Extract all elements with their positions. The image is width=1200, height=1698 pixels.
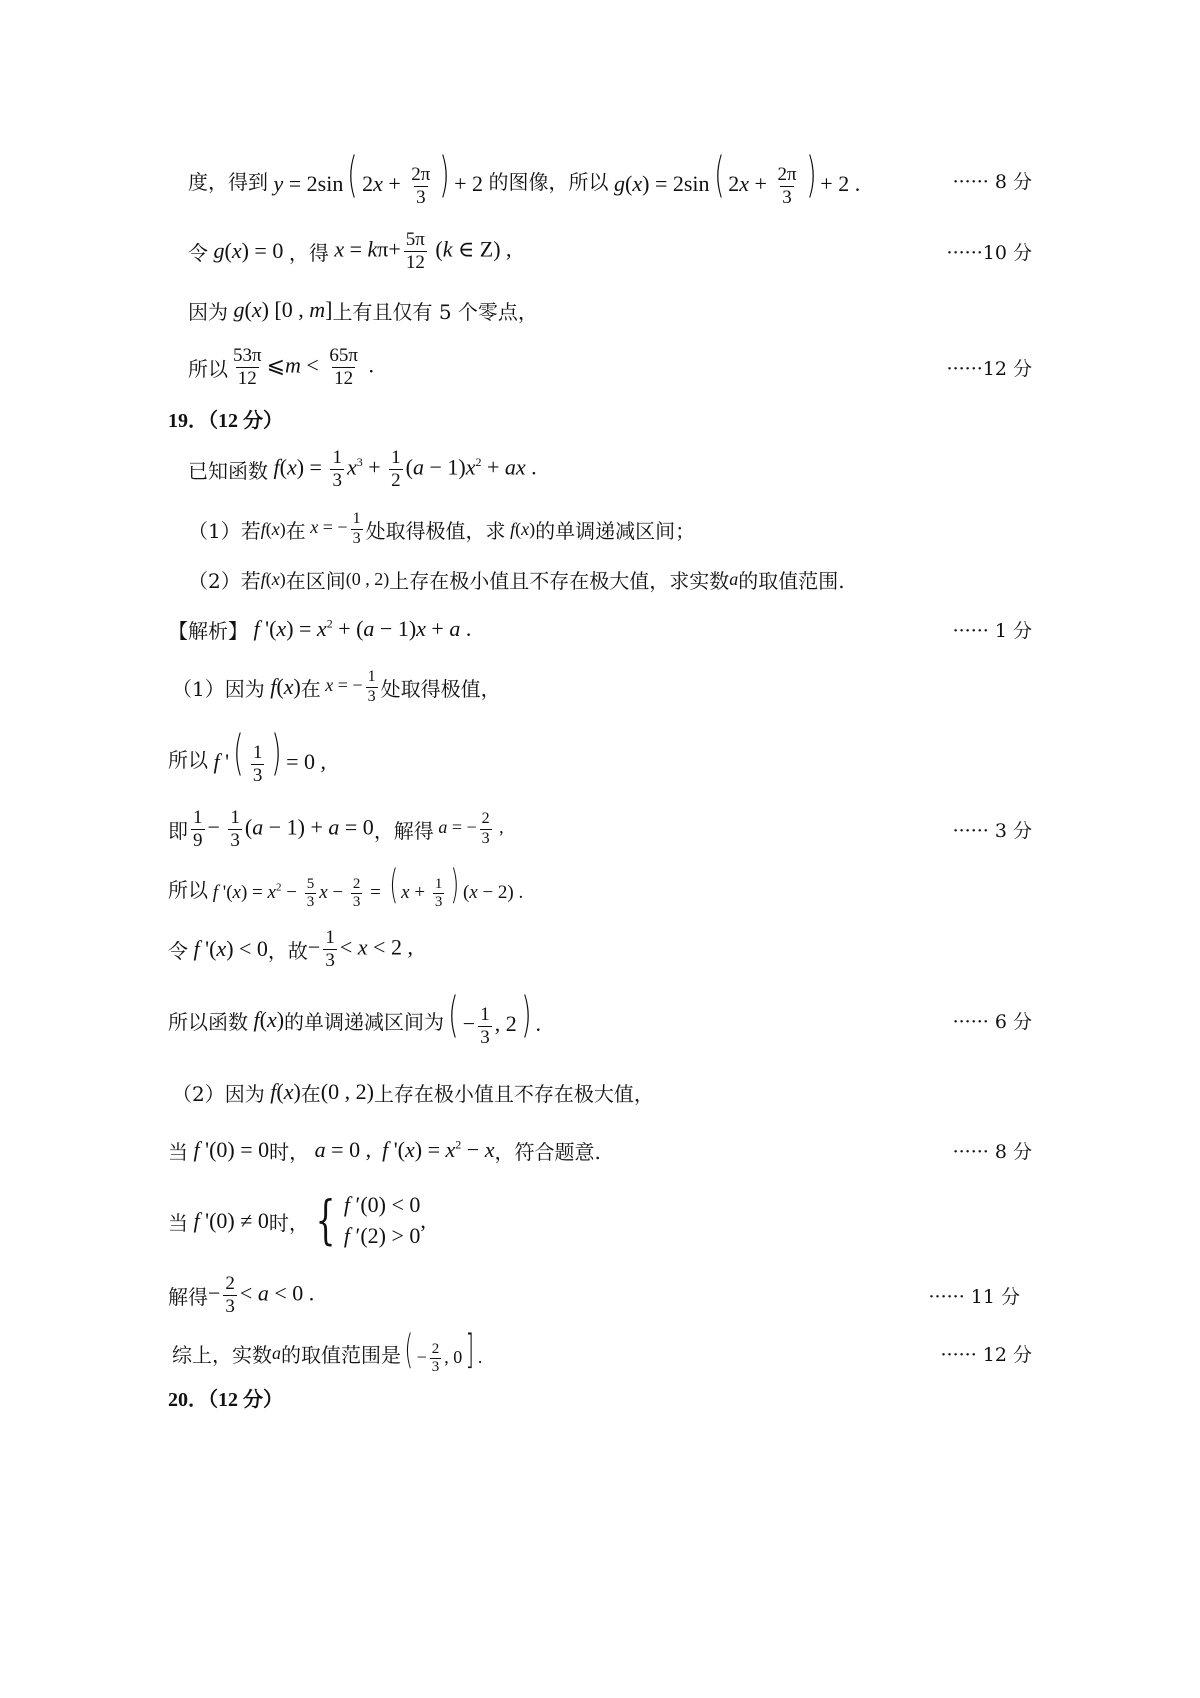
question-number: 19．（12 分） [168,409,283,432]
text: 解得 [168,1284,208,1309]
solution-step [0,1268,1200,1322]
text: 当 [168,1139,188,1164]
formula: x = − $\frac{1}{3}$ [325,668,376,705]
question-number: 20．（12 分） [168,1388,283,1411]
text: 的取值范围是 [281,1342,401,1367]
formula: $\frac{53\pi}{12}$ ⩽m < $\frac{65\pi}{12}$ . [233,344,374,389]
formula: f '$(x) = x^2$ − $\frac{5}{3}$ x − $\frac{2}{3}$ = ( x + $\frac{1}{3}$ ) (x − 2) . [212,861,524,910]
text: （2）若 [188,568,261,593]
formula: f '( $\frac{1}{3}$ ) = 0 , [213,725,326,786]
text: 上有且仅有 5 个零点， [332,299,538,324]
formula: a [729,568,739,589]
text: 所以 [188,356,228,381]
text: 在 [285,518,306,543]
solution-line-4 [0,340,1200,394]
solution-derivative [0,612,1200,646]
formula: f(x) [260,568,286,589]
text: 在 [300,1081,321,1106]
text: ，符合题意. [494,1139,601,1164]
text: 所以 [168,877,208,902]
score-label: ······ 8 分 [952,1140,1032,1163]
question-19-heading [0,404,1200,432]
text: 即 [168,818,188,843]
solution-step [0,1132,1200,1168]
text: 时， [268,1210,309,1235]
formula: f '(0) = 0 [193,1137,270,1162]
score-label: ······ 8 分 [952,170,1032,193]
text: 的取值范围. [738,568,845,593]
text: 上存在极小值且不存在极大值， [373,1081,654,1106]
formula: f '(x) < 0 [193,936,268,961]
formula: g(x) = 0 [213,238,289,263]
text: ，故 [267,938,308,963]
text: 已知函数 [188,458,268,483]
formula: f '(0) ≠ 0 [193,1208,269,1233]
text: 处取得极值， [380,676,501,701]
score-label: ······ 3 分 [952,819,1032,842]
question-19-stem [0,442,1200,496]
formula: − $\frac{1}{3}$ < x < 2 , [307,926,413,971]
text: 令 [188,240,208,265]
text: 上存在极小值且不存在极大值，求实数 [389,568,730,593]
text: （1）因为 [172,676,265,701]
solution-step [0,987,1200,1050]
formula: a = 0 , f '$(x) = x^2 - x$ [314,1137,495,1162]
inequality-system: f ′(0) < 0 f ′(2) > 0 [343,1192,421,1248]
score-label: ······ 6 分 [952,1010,1032,1033]
solution-step [0,802,1200,856]
formula: f '$(x) = x^2 + (a - 1)x + a$ . [253,616,472,641]
text: 当 [168,1210,188,1235]
solution-step [0,1188,1200,1254]
text: 的单调递减区间； [535,518,696,543]
text: 因为 [188,299,228,324]
text: 在 [300,676,321,701]
comma: , [420,1208,426,1233]
formula: (0 , 2) [345,568,390,589]
text: 的单调递减区间为 [284,1009,445,1034]
formula: (0 , 2) [320,1079,374,1104]
formula: − $\frac{2}{3}$ < a < 0 . [208,1272,315,1317]
text: 度，得到 [188,169,268,194]
formula: g(x) [0 , m] [233,297,333,322]
text: 所以 [168,747,208,772]
formula: f(x) [253,1007,285,1032]
solution-step [0,862,1200,914]
text: 综上，实数 [172,1342,272,1367]
solution-step [0,662,1200,712]
solution-label: 【解析】 [168,618,248,643]
score-label: ······10 分 [946,241,1032,264]
formula: g(x) = 2sin( 2x + $\frac{2\pi}{3}$ ) + 2 . [614,147,861,208]
solution-step [0,1074,1200,1110]
solution-line-1 [0,147,1200,210]
text: 在区间 [285,568,346,593]
solution-conclusion [0,1326,1200,1376]
formula: $\frac{1}{9}$ − $\frac{1}{3}$ (a − 1) + a = 0 [193,806,374,851]
text: 所以函数 [168,1009,248,1034]
formula: y = 2sin( 2x + $\frac{2\pi}{3}$ ) + 2 [273,147,489,208]
formula: ( − $\frac{2}{3}$ , 0] . [404,1326,483,1376]
solution-line-3 [0,292,1200,328]
formula: f(x) [260,518,286,539]
text: ，得 [288,240,329,265]
text: 的图像，所以 [488,169,609,194]
question-19-part-1 [0,504,1200,554]
score-label: ······ 11 分 [928,1285,1020,1308]
formula: a = − $\frac{2}{3}$ , [438,810,504,847]
question-20-heading [0,1382,1200,1412]
formula: x = − $\frac{1}{3}$ [310,510,361,547]
solution-step [0,725,1200,788]
text: 令 [168,938,188,963]
formula: f(x) [510,518,536,539]
score-label: ······ 1 分 [952,619,1032,642]
score-label: ······12 分 [946,357,1032,380]
score-label: ······ 12 分 [940,1343,1032,1366]
text: 时， [269,1139,310,1164]
formula: f(x) [270,674,301,699]
formula: x = kπ+ $\frac{5\pi}{12}$ (k ∈ Z) , [334,228,512,273]
solution-step [0,922,1200,976]
formula: f(x) = $\frac{1}{3}$ $x^3$ + $\frac{1}{2}$ $(a - 1)x^2$ + ax . [273,446,537,491]
text: ，解得 [373,818,434,843]
brace: { [315,1191,336,1251]
formula: f(x) [270,1079,301,1104]
formula: ( − $\frac{1}{3}$ , 2) . [448,987,541,1048]
formula: a [272,1342,281,1363]
text: 处取得极值，求 [365,518,506,543]
solution-line-2 [0,226,1200,276]
text: （1）若 [188,518,261,543]
question-19-part-2 [0,562,1200,596]
text: （2）因为 [172,1081,265,1106]
